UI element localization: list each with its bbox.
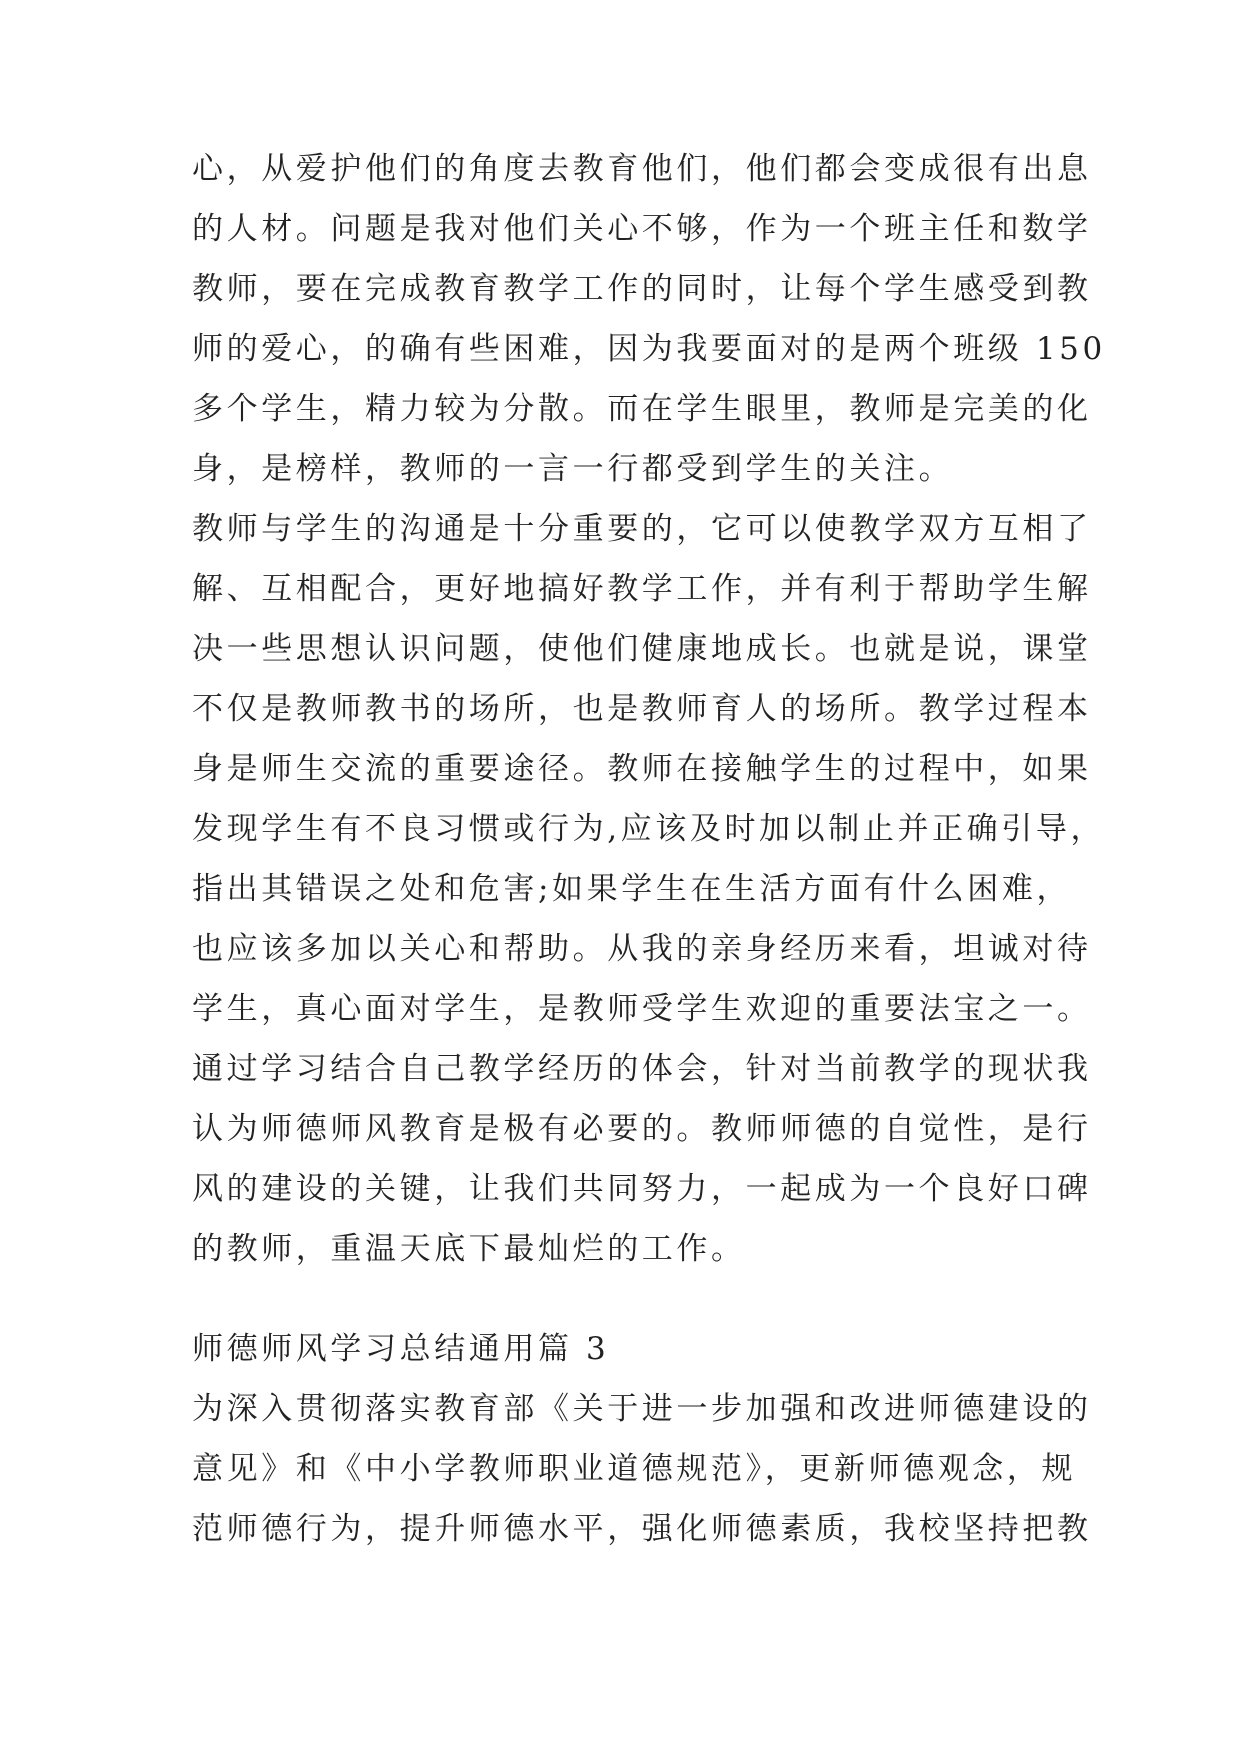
paragraph-line: 的教师，重温天底下最灿烂的工作。: [192, 1231, 746, 1267]
paragraph-line: 教师，要在完成教育教学工作的同时，让每个学生感受到教: [192, 271, 1092, 307]
paragraph-line: 不仅是教师教书的场所，也是教师育人的场所。教学过程本: [192, 691, 1092, 727]
paragraph-line: 风的建设的关键，让我们共同努力，一起成为一个良好口碑: [192, 1171, 1092, 1207]
paragraph-line: 身是师生交流的重要途径。教师在接触学生的过程中，如果: [192, 751, 1092, 787]
paragraph-line: 范师德行为，提升师德水平，强化师德素质，我校坚持把教: [192, 1511, 1092, 1547]
paragraph-line: 教师与学生的沟通是十分重要的，它可以使教学双方互相了: [192, 511, 1092, 547]
paragraph-line: 的人材。问题是我对他们关心不够，作为一个班主任和数学: [192, 211, 1092, 247]
paragraph-line: 发现学生有不良习惯或行为,应该及时加以制止并正确引导，: [192, 811, 1106, 847]
section-heading: 师德师风学习总结通用篇 3: [192, 1331, 610, 1367]
paragraph-line: 解、互相配合，更好地搞好教学工作，并有利于帮助学生解: [192, 571, 1092, 607]
paragraph-line: 也应该多加以关心和帮助。从我的亲身经历来看，坦诚对待: [192, 931, 1092, 967]
paragraph-line: 师的爱心，的确有些困难，因为我要面对的是两个班级 150: [192, 331, 1106, 367]
paragraph-line: 指出其错误之处和危害;如果学生在生活方面有什么困难，: [192, 871, 1072, 907]
paragraph-line: 意见》和《中小学教师职业道德规范》，更新师德观念，规: [192, 1451, 1077, 1487]
paragraph-line: 为深入贯彻落实教育部《关于进一步加强和改进师德建设的: [192, 1391, 1092, 1427]
paragraph-line: 身，是榜样，教师的一言一行都受到学生的关注。: [192, 451, 954, 487]
paragraph-line: 学生，真心面对学生，是教师受学生欢迎的重要法宝之一。: [192, 991, 1092, 1027]
paragraph-line: 认为师德师风教育是极有必要的。教师师德的自觉性，是行: [192, 1111, 1092, 1147]
paragraph-line: 心，从爱护他们的角度去教育他们，他们都会变成很有出息: [192, 151, 1092, 187]
paragraph-line: 多个学生，精力较为分散。而在学生眼里，教师是完美的化: [192, 391, 1092, 427]
paragraph-line: 通过学习结合自己教学经历的体会，针对当前教学的现状我: [192, 1051, 1092, 1087]
paragraph-line: 决一些思想认识问题，使他们健康地成长。也就是说，课堂: [192, 631, 1092, 667]
